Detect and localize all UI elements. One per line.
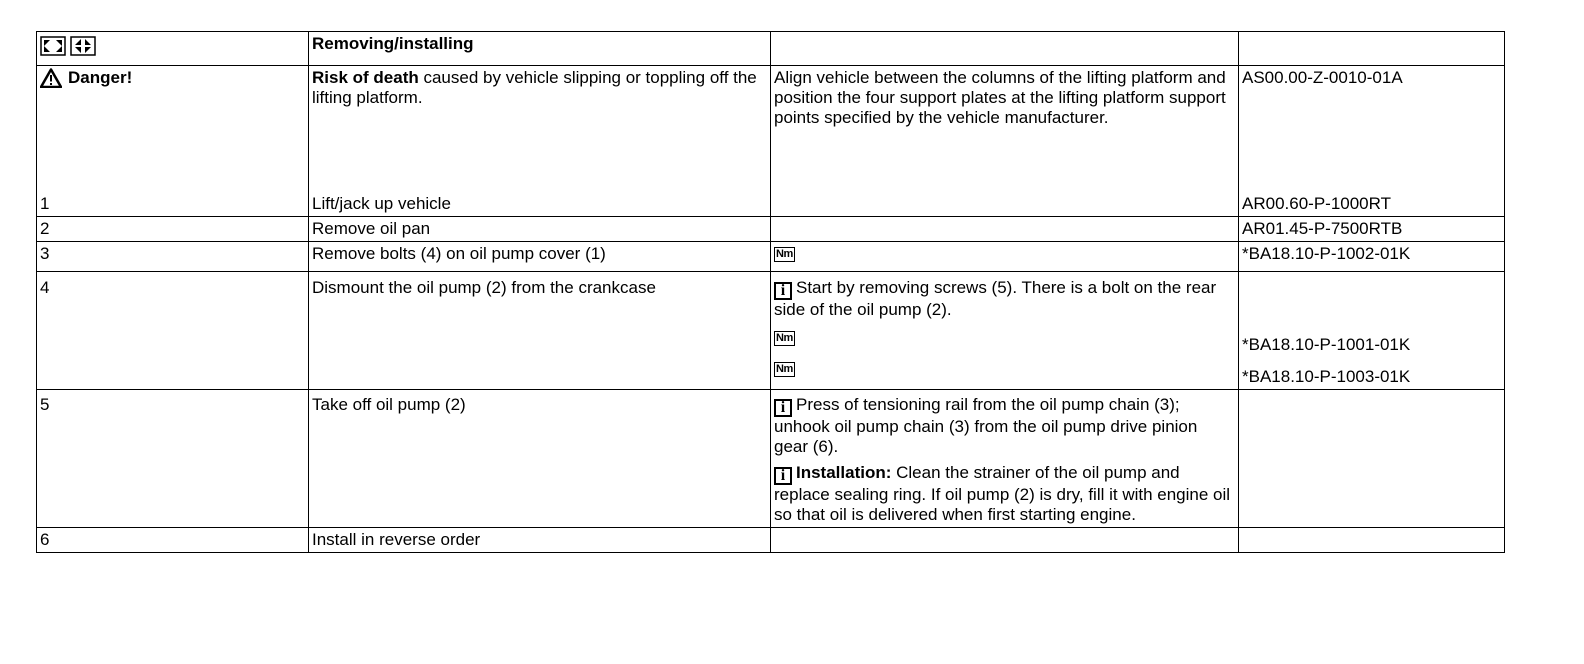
step-6-text: Install in reverse order bbox=[309, 528, 771, 553]
step-4-text: Dismount the oil pump (2) from the crankcase bbox=[309, 272, 771, 390]
step-row bbox=[37, 272, 1505, 390]
step-row bbox=[37, 528, 1505, 553]
danger-reference[interactable]: AS00.00-Z-0010-01A bbox=[1242, 68, 1403, 87]
header-empty-4 bbox=[1239, 32, 1505, 66]
step-row bbox=[37, 242, 1505, 272]
step-5-number: 5 bbox=[37, 390, 309, 528]
step-5-info-2-heading: Installation: bbox=[796, 463, 892, 482]
header-empty-3 bbox=[771, 32, 1239, 66]
procedure-table bbox=[36, 31, 1505, 553]
collapse-icon[interactable] bbox=[70, 36, 96, 56]
step-row bbox=[37, 217, 1505, 242]
expand-icon[interactable] bbox=[40, 36, 66, 56]
step-2-text: Remove oil pan bbox=[309, 217, 771, 242]
step-6-reference bbox=[1239, 528, 1505, 553]
step-5-notes bbox=[771, 390, 1239, 528]
step-2-reference[interactable]: AR01.45-P-7500RTB bbox=[1239, 217, 1505, 242]
step-4-reference-1[interactable]: *BA18.10-P-1001-01K bbox=[1242, 335, 1411, 354]
header-row bbox=[37, 32, 1505, 66]
step-1-text: Lift/jack up vehicle bbox=[312, 194, 451, 213]
warning-triangle-icon bbox=[40, 68, 62, 88]
step-4-info-text: Start by removing screws (5). There is a bolt on the rear side of the oil pump (2). bbox=[774, 278, 1217, 319]
torque-nm-icon[interactable]: Nm bbox=[776, 332, 793, 345]
step-5-info-2-text: Clean the strainer of the oil pump and replace sealing ring. If oil pump (2) is dry, fill it with engine oil so that oil is delivered when first starting engine. bbox=[774, 463, 1231, 524]
risk-text: caused by vehicle slipping or toppling off the lifting platform. bbox=[312, 68, 757, 107]
step-3-number: 3 bbox=[37, 242, 309, 272]
info-icon: i bbox=[774, 282, 792, 300]
danger-ref-cell bbox=[1239, 66, 1505, 217]
step-4-nm-1-line bbox=[774, 328, 1235, 348]
danger-instruction: Align vehicle between the columns of the lifting platform and position the four support plates at the lifting platform support points specified by the vehicle manufacturer. bbox=[771, 66, 1239, 217]
risk-heading: Risk of death bbox=[312, 68, 419, 87]
step-2-notes bbox=[771, 217, 1239, 242]
info-icon: i bbox=[774, 399, 792, 417]
danger-row bbox=[37, 66, 1505, 217]
step-row bbox=[37, 390, 1505, 528]
step-6-number: 6 bbox=[37, 528, 309, 553]
step-4-number: 4 bbox=[37, 272, 309, 390]
header-icons-cell bbox=[37, 32, 309, 66]
info-icon: i bbox=[774, 467, 792, 485]
danger-cell bbox=[37, 66, 309, 217]
step-5-reference bbox=[1239, 390, 1505, 528]
step-3-reference[interactable]: *BA18.10-P-1002-01K bbox=[1239, 242, 1505, 272]
step-5-info-1-text: Press of tensioning rail from the oil pump chain (3); unhook oil pump chain (3) from the oil pump drive pinion gear (6). bbox=[774, 395, 1198, 456]
danger-risk-cell bbox=[309, 66, 771, 217]
step-4-info bbox=[774, 278, 1235, 320]
procedure-sheet bbox=[36, 31, 1505, 553]
step-6-notes bbox=[771, 528, 1239, 553]
step-5-text: Take off oil pump (2) bbox=[309, 390, 771, 528]
header-title: Removing/installing bbox=[309, 32, 771, 66]
step-3-notes bbox=[771, 242, 1239, 272]
step-3-text: Remove bolts (4) on oil pump cover (1) bbox=[309, 242, 771, 272]
torque-nm-icon[interactable]: Nm bbox=[776, 248, 793, 261]
step-2-number: 2 bbox=[37, 217, 309, 242]
torque-nm-icon[interactable]: Nm bbox=[776, 363, 793, 376]
step-4-reference-2[interactable]: *BA18.10-P-1003-01K bbox=[1242, 367, 1411, 386]
step-4-references bbox=[1239, 272, 1505, 390]
step-1-reference[interactable]: AR00.60-P-1000RT bbox=[1242, 194, 1391, 213]
step-4-nm-2-line bbox=[774, 359, 1235, 379]
step-5-info-2 bbox=[774, 463, 1235, 525]
step-4-notes bbox=[771, 272, 1239, 390]
danger-label: Danger! bbox=[68, 68, 133, 87]
step-1-number: 1 bbox=[40, 194, 50, 213]
step-5-info-1 bbox=[774, 395, 1235, 457]
